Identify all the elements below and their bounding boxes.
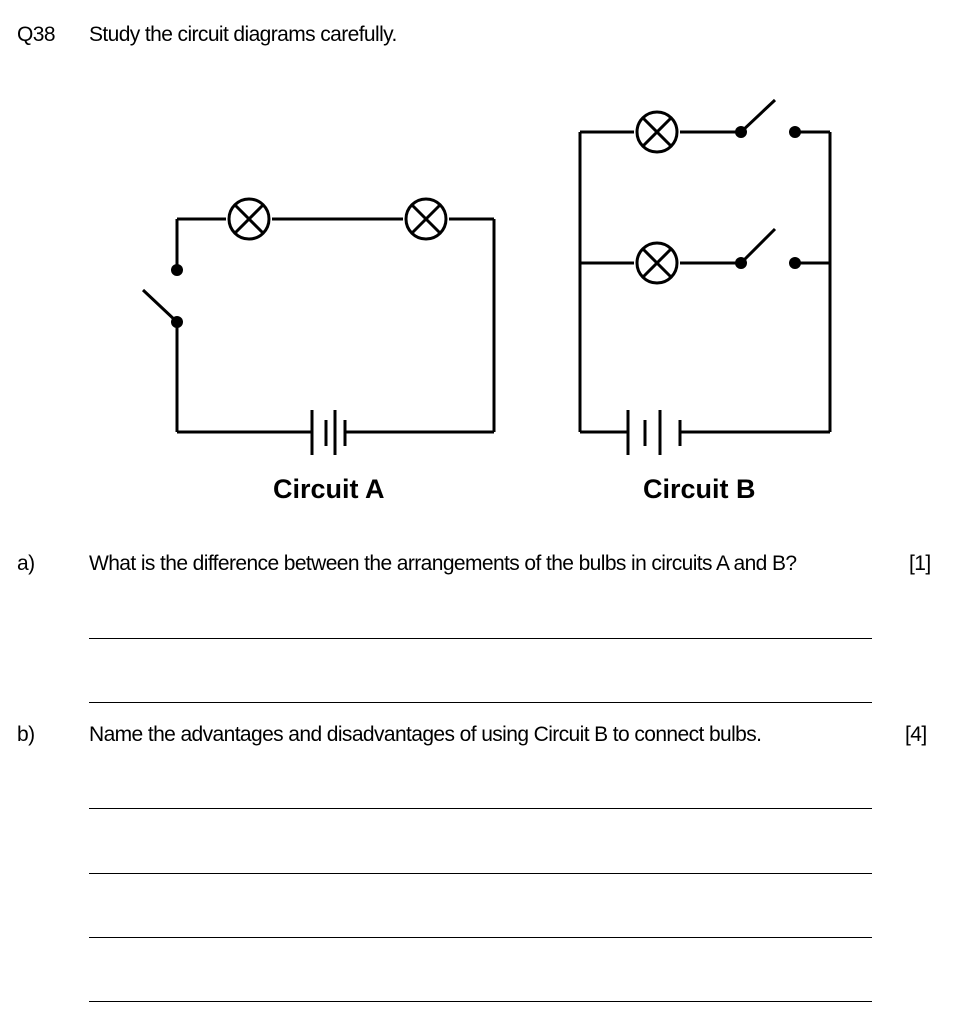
- switch-icon: [735, 229, 801, 269]
- part-a-marks: [1]: [909, 552, 931, 575]
- circuit-a-label: Circuit A: [273, 474, 385, 504]
- bulb-icon: [637, 243, 677, 283]
- circuit-b-wiring: [580, 132, 830, 432]
- answer-line[interactable]: [89, 638, 872, 639]
- part-b-question: Name the advantages and disadvantages of using Circuit B to connect bulbs.: [89, 723, 762, 746]
- part-a-label: a): [17, 552, 35, 575]
- part-b-label: b): [17, 723, 35, 746]
- answer-line[interactable]: [89, 808, 872, 809]
- bulb-icon: [637, 112, 677, 152]
- part-b-marks: [4]: [905, 723, 927, 746]
- question-number: Q38: [17, 23, 55, 46]
- answer-line[interactable]: [89, 1001, 872, 1002]
- answer-line[interactable]: [89, 702, 872, 703]
- battery-icon: [628, 410, 680, 455]
- answer-line[interactable]: [89, 937, 872, 938]
- switch-icon: [735, 100, 801, 138]
- answer-line[interactable]: [89, 873, 872, 874]
- part-a-question: What is the difference between the arrangements of the bulbs in circuits A and B?: [89, 552, 797, 575]
- question-prompt: Study the circuit diagrams carefully.: [89, 23, 397, 46]
- circuit-b-label: Circuit B: [643, 474, 756, 504]
